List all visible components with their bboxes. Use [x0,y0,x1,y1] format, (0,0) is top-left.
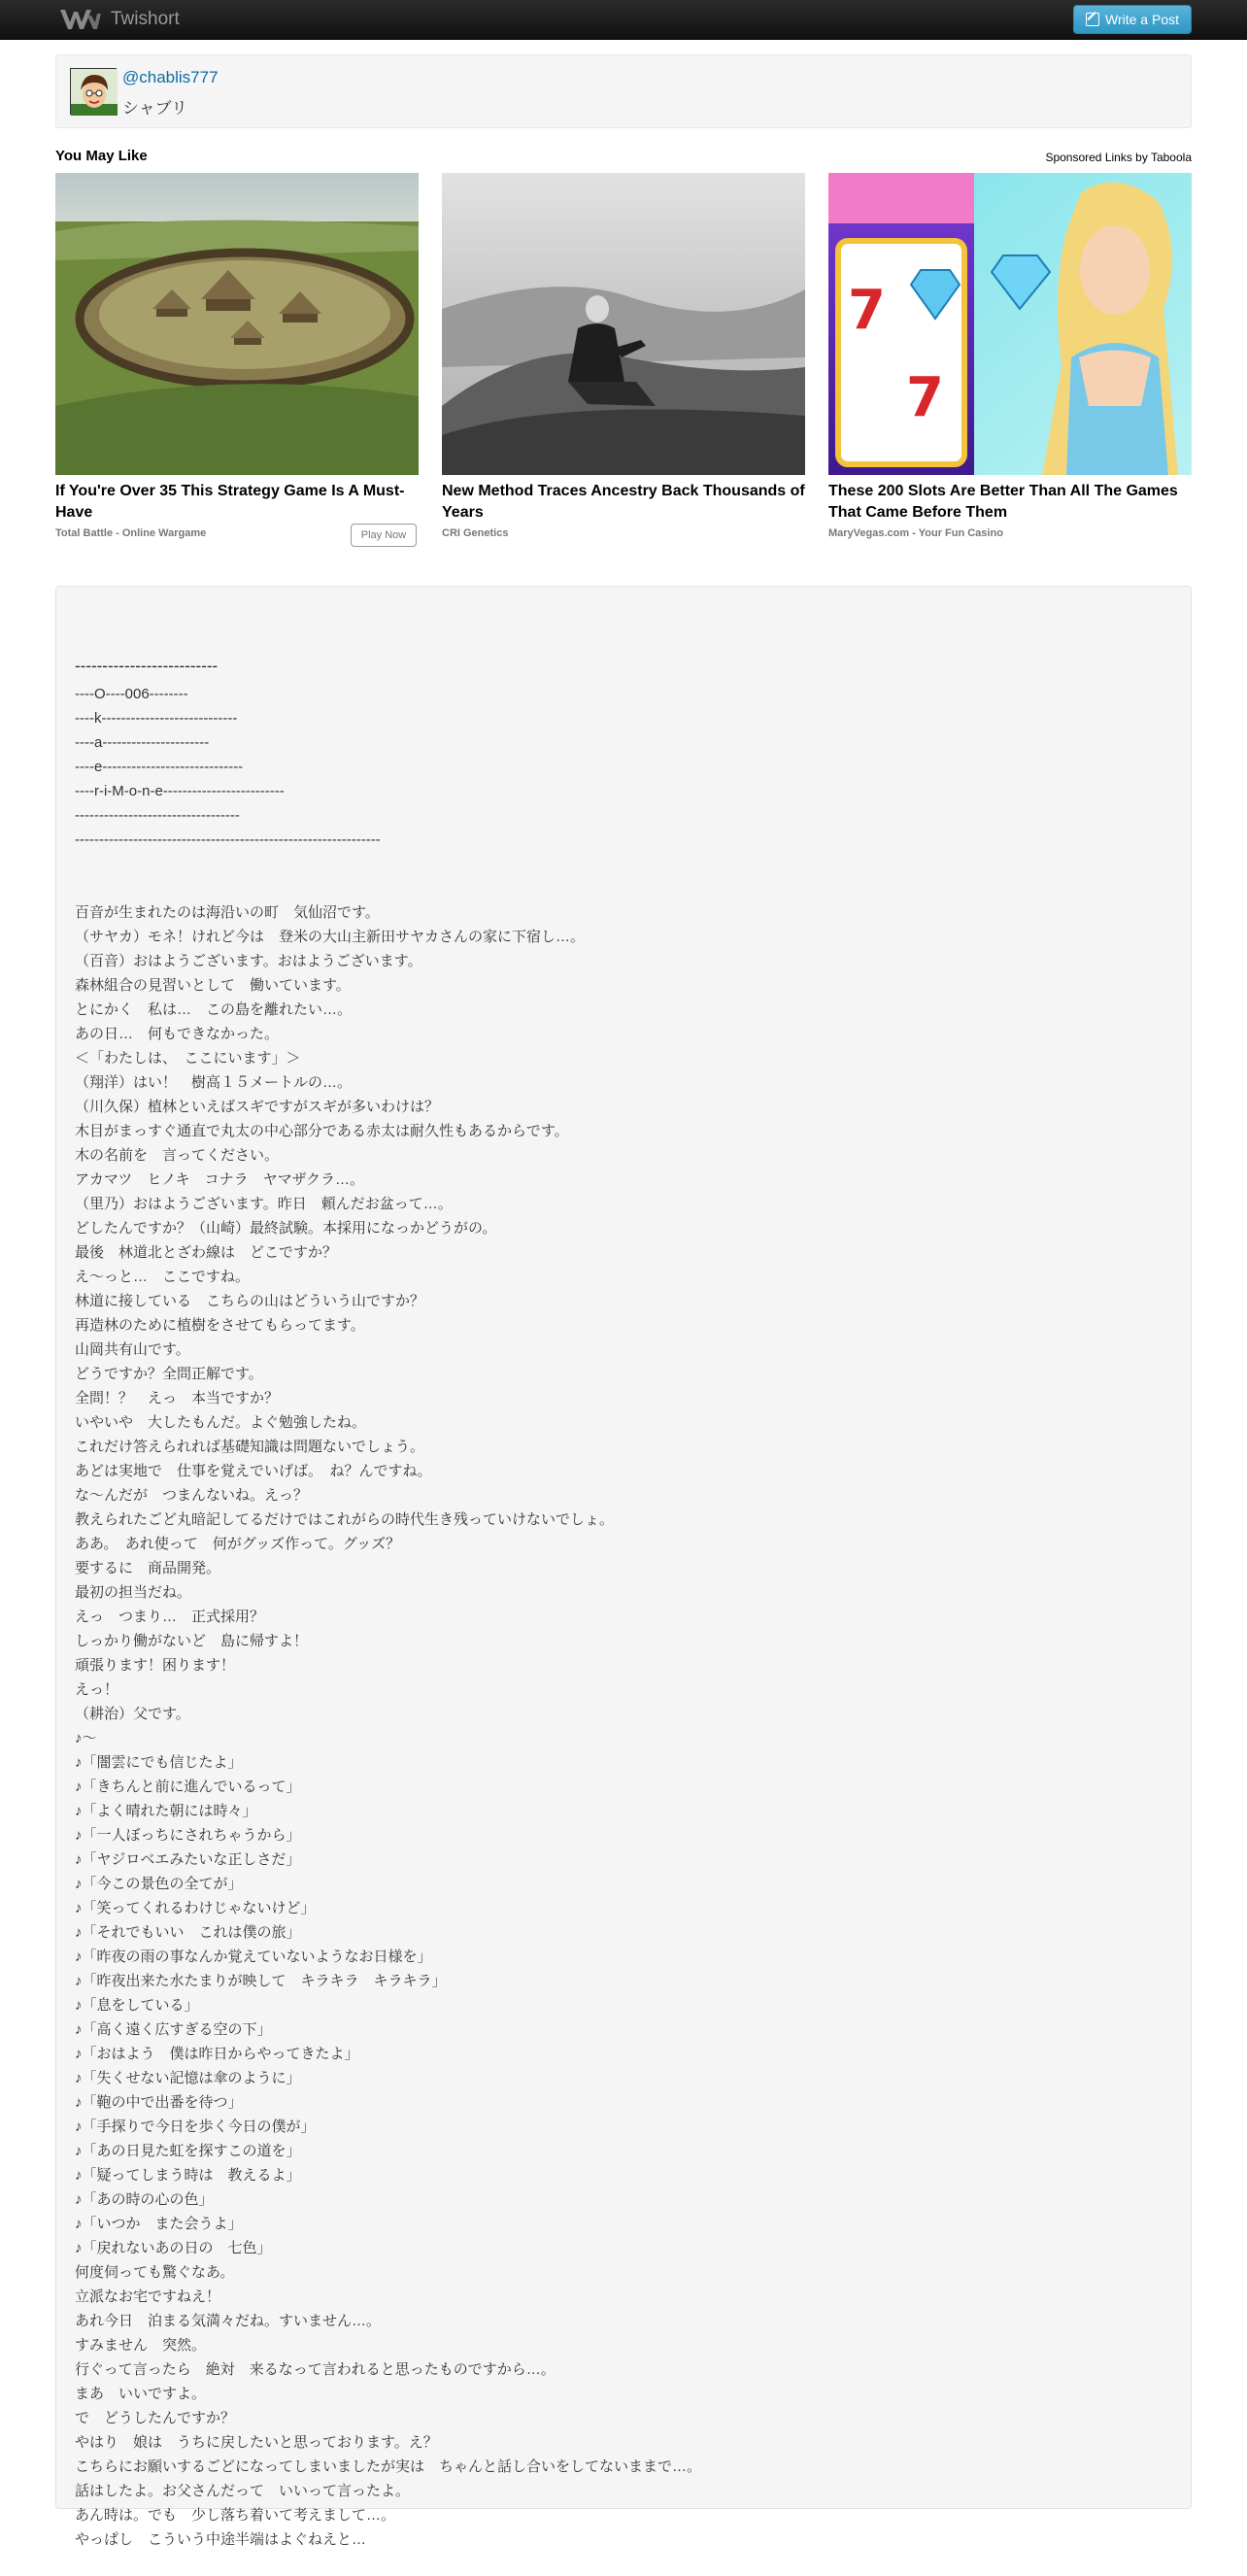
write-post-button[interactable] [1073,5,1192,34]
card-title[interactable]: New Method Traces Ancestry Back Thousands of Years [442,483,805,521]
card-source: CRI Genetics [442,527,509,539]
avatar[interactable] [70,68,117,115]
recommendations-title: You May Like [55,148,148,164]
play-now-button[interactable]: Play Now [351,524,417,547]
author-display-name: シャブリ [122,99,187,118]
card-image-fort[interactable] [55,173,419,475]
brand-logo[interactable] [58,5,180,34]
twishort-logo-icon [58,6,103,33]
recommendation-card[interactable] [828,173,1192,539]
card-source: Total Battle - Online Wargame [55,527,207,539]
post-text [75,604,1172,2576]
post-first-line: -------------------------- [75,657,219,675]
author-box [55,54,1192,128]
post-body: ----O----006-------- ----k---------------------------- ----a---------------------- ----e----------------------------- ----r-i-M-o-n-e------------------------- ---------------------------------- --------------------------------------------------------------- 百音が生まれたのは海沿いの町 気仙沼です。 （サヤカ）モネ！けれど今は 登米の大山主新田サヤカさんの家に下宿し…。 （百音）おはようございます。おはようございます。 森林組合の見習いとして 働いています。 とにかく 私は… この島を離れたい…。 あの日… 何もできなかった。 ＜「わたしは、 ここにいます」＞ （翔洋）はい！ 樹高１５メートルの…。 （川久保）植林といえばスギですがスギが多いわけは？ 木目がまっすぐ通直で丸太の中心部分である赤太は耐久性もあるからです。 木の名前を 言ってください。 アカマツ ヒノキ コナラ ヤマザクラ…。 （里乃）おはようございます。昨日 頼んだお盆って…。 どしたんですか？（山崎）最終試験。本採用になっかどうがの。 最後 林道北とざわ線は どこですか？ え～っと… ここですね。 林道に接している こちらの山はどういう山ですか？ 再造林のために植樹をさせてもらってます。 山岡共有山です。 どうですか？全問正解です。 全問！？ えっ 本当ですか？ いやいや 大したもんだ。よぐ勉強したね。 これだけ答えられれば基礎知識は問題ないでしょう。 あどは実地で 仕事を覚えでいげば。 ね？んですね。 な～んだが つまんないね。えっ？ 教えられたごど丸暗記してるだけではこれがらの時代生き残っていけないでしょ。 ああ。 あれ使って 何がグッズ作って。グッズ？ 要するに 商品開発。 最初の担当だね。 えっ つまり… 正式採用？ しっかり働がないど 島に帰すよ！ 頑張ります！困ります！ えっ！ （耕治）父です。 ♪～ ♪「闇雲にでも信じたよ」 ♪「きちんと前に進んでいるって」 ♪「よく晴れた朝には時々」 ♪「一人ぼっちにされちゃうから」 ♪「ヤジロベエみたいな正しさだ」 ♪「今この景色の全てが」 ♪「笑ってくれるわけじゃないけど」 ♪「それでもいい これは僕の旅」 ♪「昨夜の雨の事なんか覚えていないようなお日様を」 ♪「昨夜出来た水たまりが映して キラキラ キラキラ」 ♪「息をしている」 ♪「高く遠く広すぎる空の下」 ♪「おはよう 僕は昨日からやってきたよ」 ♪「失くせない記憶は傘のように」 ♪「鞄の中で出番を待つ」 ♪「手探りで今日を歩く今日の僕が」 ♪「あの日見た虹を探すこの道を」 ♪「疑ってしまう時は 教えるよ」 ♪「あの時の心の色」 ♪「いつか また会うよ」 ♪「戻れないあの日の 七色」 何度伺っても驚ぐなあ。 立派なお宅ですねえ！ あれ今日 泊まる気満々だね。すいません…。 すみません 突然。 行ぐって言ったら 絶対 来るなって言われると思ったものですから…。 まあ いいですよ。 で どうしたんですか？ やはり 娘は うちに戻したいと思っております。え？ こちらにお願いするごどになってしまいましたが実は ちゃんと話し合いをしてないままで…。 話はしたよ。お父さんだって いいって言ったよ。 あん時は。でも 少し落ち着いて考えまして…。 やっぱし こういう中途半端はよぐねえと… [75,686,702,2548]
card-image-slots[interactable] [828,173,1192,475]
post-content-box [55,586,1192,2548]
recommendation-card[interactable] [55,173,419,539]
write-post-label: Write a Post [1105,12,1179,27]
avatar-image [71,69,118,116]
brand-name: Twishort [111,9,180,29]
card-title[interactable]: If You're Over 35 This Strategy Game Is A Must-Have [55,483,405,521]
card-image-old-man[interactable] [442,173,805,475]
card-source: MaryVegas.com - Your Fun Casino [828,527,1003,539]
author-handle-link[interactable]: @chablis777 [122,68,219,86]
sponsored-links-label[interactable]: Sponsored Links by Taboola [1045,151,1192,164]
recommendation-card[interactable] [442,173,805,539]
top-navbar [0,0,1247,40]
svg-text:7: 7 [906,366,944,429]
card-title[interactable]: These 200 Slots Are Better Than All The Games That Came Before Them [828,483,1178,521]
edit-icon [1086,13,1099,26]
svg-text:7: 7 [848,279,886,342]
